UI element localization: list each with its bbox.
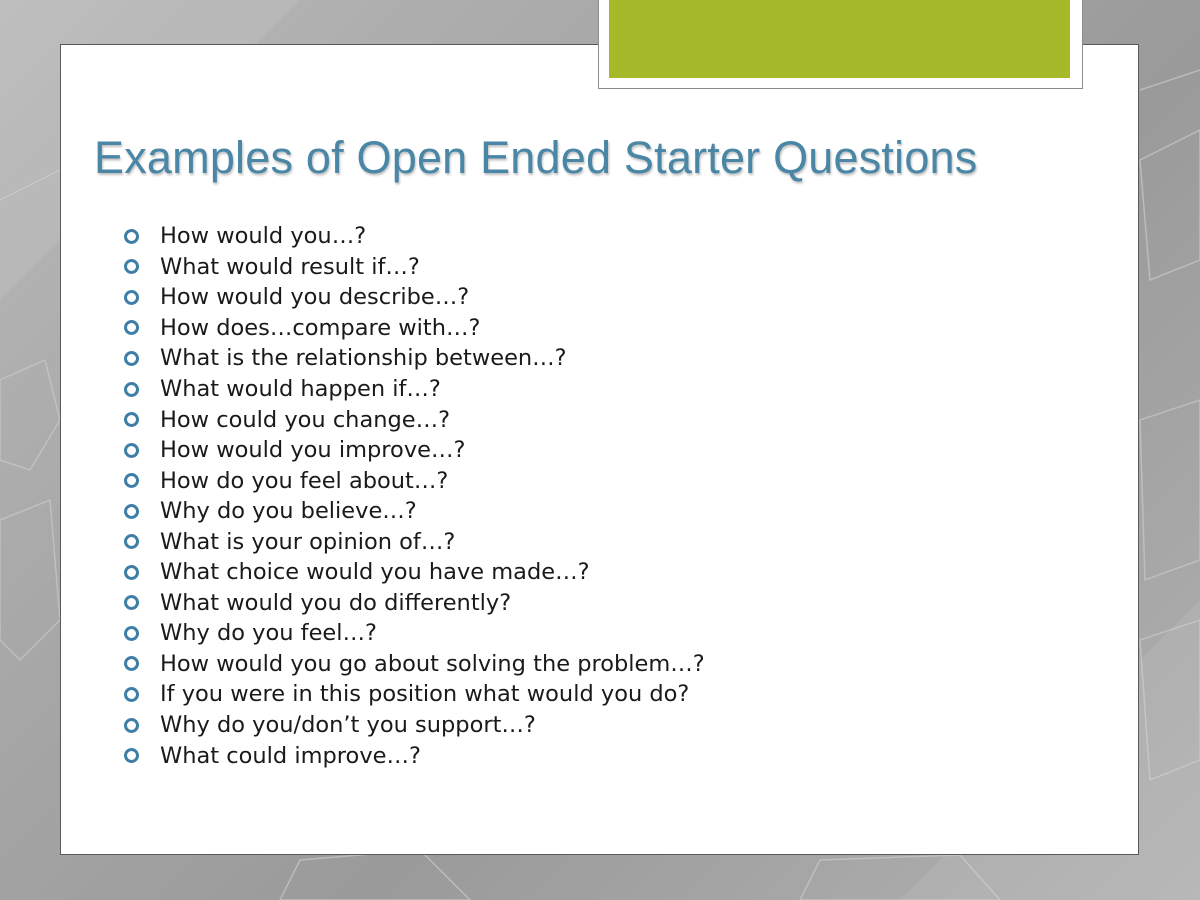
- circle-bullet-icon: [124, 290, 139, 305]
- list-item: [122, 465, 705, 496]
- question-text: How does…compare with…?: [160, 314, 481, 341]
- circle-bullet-icon: [124, 718, 139, 733]
- question-text: Why do you/don’t you support…?: [160, 712, 536, 739]
- circle-bullet-icon: [124, 534, 139, 549]
- question-text: What choice would you have made…?: [160, 559, 590, 586]
- circle-bullet-icon: [124, 382, 139, 397]
- list-item: [122, 404, 705, 435]
- list-item: [122, 526, 705, 557]
- accent-bar: [609, 0, 1070, 78]
- list-item: [122, 740, 705, 771]
- list-item: [122, 374, 705, 405]
- circle-bullet-icon: [124, 229, 139, 244]
- list-item: [122, 435, 705, 466]
- circle-bullet-icon: [124, 687, 139, 702]
- list-item: [122, 343, 705, 374]
- question-text: What would result if…?: [160, 253, 420, 280]
- list-item: [122, 221, 705, 252]
- question-list: [122, 221, 705, 771]
- circle-bullet-icon: [124, 748, 139, 763]
- circle-bullet-icon: [124, 656, 139, 671]
- circle-bullet-icon: [124, 351, 139, 366]
- question-text: How would you describe…?: [160, 284, 470, 311]
- list-item: [122, 282, 705, 313]
- list-item: [122, 618, 705, 649]
- list-item: [122, 557, 705, 588]
- circle-bullet-icon: [124, 443, 139, 458]
- circle-bullet-icon: [124, 504, 139, 519]
- question-text: What is your opinion of…?: [160, 528, 456, 555]
- question-text: How would you improve…?: [160, 437, 466, 464]
- list-item: [122, 252, 705, 283]
- question-text: Why do you feel…?: [160, 620, 377, 647]
- question-text: What could improve…?: [160, 742, 421, 769]
- list-item: [122, 679, 705, 710]
- slide-title: Examples of Open Ended Starter Questions: [94, 132, 978, 183]
- question-text: How could you change…?: [160, 406, 451, 433]
- question-text: What would happen if…?: [160, 376, 441, 402]
- list-item: [122, 313, 705, 344]
- question-text: How would you go about solving the problem…?: [160, 650, 705, 677]
- list-item: [122, 496, 705, 527]
- question-text: How do you feel about…?: [160, 467, 449, 494]
- list-item: [122, 710, 705, 741]
- question-text: Why do you believe…?: [160, 498, 417, 525]
- circle-bullet-icon: [124, 473, 139, 488]
- circle-bullet-icon: [124, 259, 139, 274]
- question-text: How would you…?: [160, 223, 367, 250]
- question-text: What would you do differently?: [160, 589, 512, 616]
- list-item: [122, 649, 705, 680]
- circle-bullet-icon: [124, 412, 139, 427]
- circle-bullet-icon: [124, 626, 139, 641]
- question-text: If you were in this position what would you do?: [160, 681, 690, 708]
- question-text: What is the relationship between…?: [160, 345, 567, 372]
- circle-bullet-icon: [124, 595, 139, 610]
- circle-bullet-icon: [124, 565, 139, 580]
- circle-bullet-icon: [124, 320, 139, 335]
- list-item: [122, 588, 705, 619]
